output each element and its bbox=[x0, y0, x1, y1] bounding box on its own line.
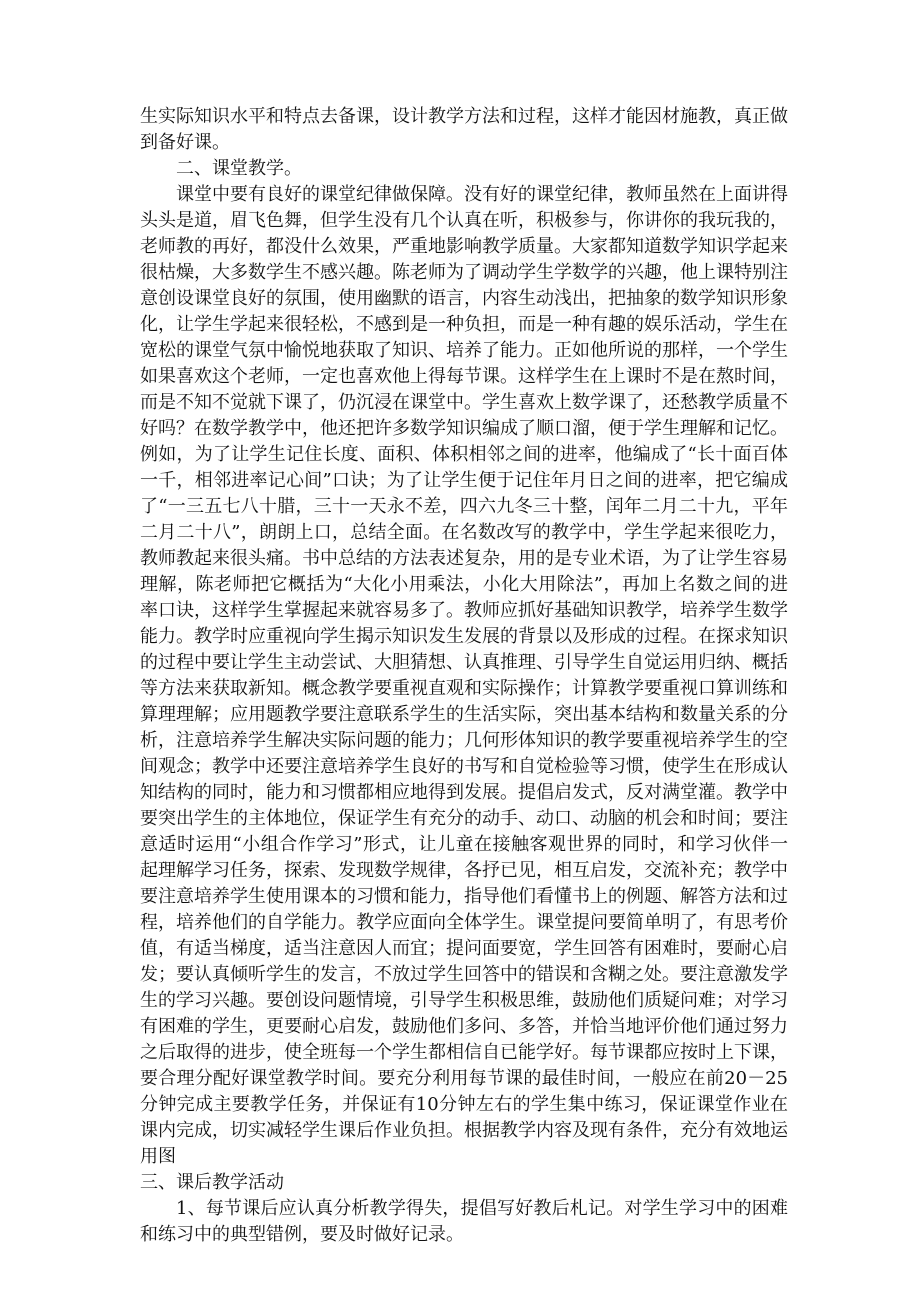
document-page bbox=[140, 104, 788, 1248]
paragraph-after-class-item-1: 1、每节课后应认真分析教学得失，提倡写好教后札记。对学生学习中的困难和练习中的典型错例，要及时做好记录。 bbox=[140, 1198, 788, 1245]
paragraph-classroom-teaching-body: 课堂中要有良好的课堂纪律做保障。没有好的课堂纪律，教师虽然在上面讲得头头是道，眉飞色舞，但学生没有几个认真在听，积极参与，你讲你的我玩我的，老师教的再好，都没什么效果，严重地影响教学质量。大家都知道数学知识学起来很枯燥，大多数学生不感兴趣。陈老师为了调动学生学数学的兴趣，他上课特别注意创设课堂良好的氛围，使用幽默的语言，内容生动浅出，把抽象的数学知识形象化，让学生学起来很轻松，不感到是一种负担，而是一种有趣的娱乐活动，学生在宽松的课堂气氛中愉悦地获取了知识、培养了能力。正如他所说的那样，一个学生如果喜欢这个老师，一定也喜欢他上得每节课。这样学生在上课时不是在熬时间，而是不知不觉就下课了，仍沉浸在课堂中。学生喜欢上数学课了，还愁教学质量不好吗？在数学教学中，他还把许多数学知识编成了顺口溜，便于学生理解和记忆。例如，为了让学生记住长度、面积、体积相邻之间的进率，他编成了“长十面百体一千，相邻进率记心间”口诀；为了让学生便于记住年月日之间的进率，把它编成了“一三五七八十腊，三十一天永不差，四六九冬三十整，闰年二月二十九，平年二月二十八”，朗朗上口，总结全面。在名数改写的教学中，学生学起来很吃力，教师教起来很头痛。书中总结的方法表述复杂，用的是专业术语，为了让学生容易理解，陈老师把它概括为“大化小用乘法，小化大用除法”，再加上名数之间的进率口诀，这样学生掌握起来就容易多了。教师应抓好基础知识教学，培养学生数学能力。教学时应重视向学生揭示知识发生发展的背景以及形成的过程。在探求知识的过程中要让学生主动尝试、大胆猜想、认真推理、引导学生自觉运用归纳、概括等方法来获取新知。概念教学要重视直观和实际操作；计算教学要重视口算训练和算理理解；应用题教学要注意联系学生的生活实际，突出基本结构和数量关系的分析，注意培养学生解决实际问题的能力；几何形体知识的教学要重视培养学生的空间观念；教学中还要注意培养学生良好的书写和自觉检验等习惯，使学生在形成认知结构的同时，能力和习惯都相应地得到发展。提倡启发式，反对满堂灌。教学中要突出学生的主体地位，保证学生有充分的动手、动口、动脑的机会和时间；要注意适时运用“小组合作学习”形式，让儿童在接触客观世界的同时，和学习伙伴一起理解学习任务，探索、发现数学规律，各抒已见，相互启发，交流补充；教学中要注意培养学生使用课本的习惯和能力，指导他们看懂书上的例题、解答方法和过程，培养他们的自学能力。教学应面向全体学生。课堂提问要简单明了，有思考价值，有适当梯度，适当注意因人而宜；提问面要宽，学生回答有困难时，要耐心启发；要认真倾听学生的发言，不放过学生回答中的错误和含糊之处。要注意激发学生的学习兴趣。要创设问题情境，引导学生积极思维，鼓励他们质疑问难；对学习有困难的学生，更要耐心启发，鼓励他们多问、多答，并恰当地评价他们通过努力之后取得的进步，使全班每一个学生都相信自已能学好。每节课都应按时上下课，要合理分配好课堂教学时间。要充分利用每节课的最佳时间，一般应在前20－25分钟完成主要教学任务，并保证有10分钟左右的学生集中练习，保证课堂作业在课内完成，切实减轻学生课后作业负担。根据教学内容及现有条件，充分有效地运用图 bbox=[140, 184, 788, 1167]
section-heading-after-class: 三、课后教学活动 bbox=[140, 1172, 284, 1193]
paragraph-continuation: 生实际知识水平和特点去备课，设计教学方法和过程，这样才能因材施教，真正做到备好课。 bbox=[140, 106, 788, 153]
section-heading-classroom-teaching: 二、课堂教学。 bbox=[176, 158, 302, 179]
